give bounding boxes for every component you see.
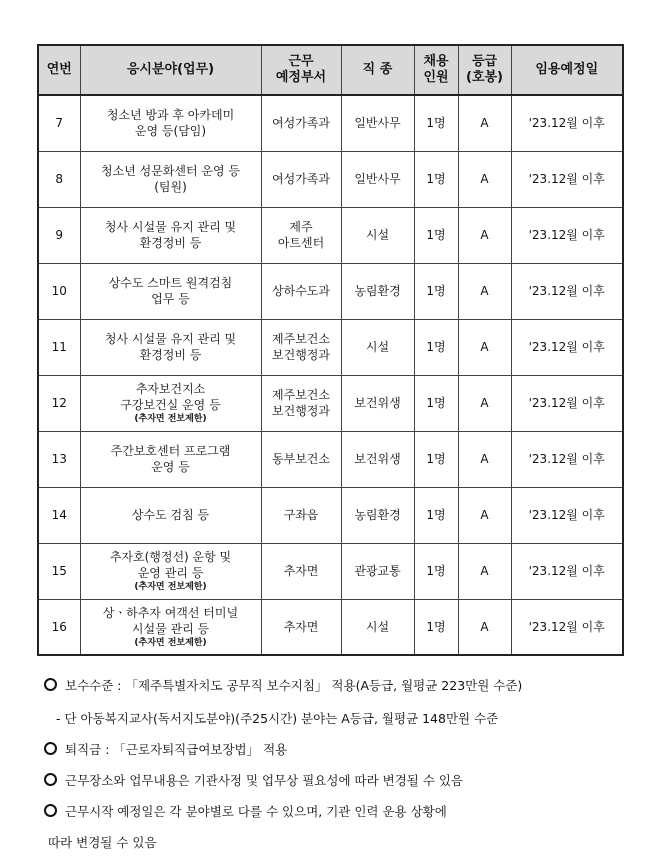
table-row xyxy=(38,375,623,431)
cell-dept: 상하수도과 xyxy=(261,263,341,319)
header-grade-line1: 등급 xyxy=(471,54,498,69)
field-line2: 운영 관리 등 xyxy=(137,566,204,580)
field-line1: 청사 시설물 유지 관리 및 xyxy=(104,332,237,346)
cell-no: 11 xyxy=(38,319,80,375)
cell-grade: A xyxy=(458,263,511,319)
cell-field: 상수도 검침 등 xyxy=(80,487,261,543)
dept-line1: 제주 xyxy=(289,220,313,234)
cell-grade: A xyxy=(458,543,511,599)
cell-date: '23.12월 이후 xyxy=(511,319,623,375)
note-retire-text: 퇴직금 : 「근로자퇴직급여보장법」 적용 xyxy=(65,742,288,757)
field-line2: 환경정비 등 xyxy=(139,348,202,362)
cell-count: 1명 xyxy=(414,95,458,151)
field-line2: 시설물 관리 등 xyxy=(131,621,210,636)
cell-no: 15 xyxy=(38,543,80,599)
cell-grade: A xyxy=(458,375,511,431)
field-line2: 운영 등 xyxy=(151,460,190,474)
cell-count: 1명 xyxy=(414,599,458,655)
cell-no: 8 xyxy=(38,151,80,207)
cell-field xyxy=(80,319,261,375)
cell-date: '23.12월 이후 xyxy=(511,431,623,487)
circle-bullet-icon xyxy=(44,773,57,786)
header-grade xyxy=(458,45,511,95)
cell-dept: 동부보건소 xyxy=(261,431,341,487)
cell-no: 16 xyxy=(38,599,80,655)
cell-count: 1명 xyxy=(414,487,458,543)
header-count-line1: 채용 xyxy=(423,54,449,69)
field-line2: 환경정비 등 xyxy=(139,236,202,250)
cell-grade: A xyxy=(458,151,511,207)
cell-field xyxy=(80,431,261,487)
cell-field xyxy=(80,375,261,431)
cell-grade: A xyxy=(458,487,511,543)
field-line2: 구강보건실 운영 등 xyxy=(120,398,221,412)
cell-grade: A xyxy=(458,95,511,151)
field-line1: 추자호(행정선) 운항 및 xyxy=(109,550,232,564)
table-row xyxy=(38,543,623,599)
table-row xyxy=(38,319,623,375)
field-line1: 추자보건지소 xyxy=(135,382,206,396)
header-count-line2: 인원 xyxy=(423,70,449,85)
header-date: 임용예정일 xyxy=(511,45,623,95)
cell-dept xyxy=(261,319,341,375)
cell-date: '23.12월 이후 xyxy=(511,599,623,655)
cell-field xyxy=(80,263,261,319)
cell-date: '23.12월 이후 xyxy=(511,375,623,431)
note-start-cont: 따라 변경될 수 있음 xyxy=(48,835,157,850)
cell-job: 농림환경 xyxy=(341,263,414,319)
cell-no: 7 xyxy=(38,95,80,151)
dept-line2: 보건행정과 xyxy=(272,404,330,418)
table-row xyxy=(38,95,623,151)
cell-field xyxy=(80,599,261,655)
note-pay-sub: - 단 아동복지교사(독서지도분야)(주25시간) 분야는 A등급, 월평균 148만원 수준 xyxy=(56,711,499,726)
table-row xyxy=(38,207,623,263)
cell-grade: A xyxy=(458,207,511,263)
note-start xyxy=(44,802,447,820)
header-no: 연번 xyxy=(38,45,80,95)
header-job: 직 종 xyxy=(341,45,414,95)
cell-count: 1명 xyxy=(414,319,458,375)
table-row xyxy=(38,151,623,207)
cell-date: '23.12월 이후 xyxy=(511,151,623,207)
cell-no: 14 xyxy=(38,487,80,543)
cell-grade: A xyxy=(458,431,511,487)
cell-job: 보건위생 xyxy=(341,431,414,487)
circle-bullet-icon xyxy=(44,742,57,755)
cell-count: 1명 xyxy=(414,543,458,599)
cell-count: 1명 xyxy=(414,151,458,207)
table-row xyxy=(38,431,623,487)
cell-field xyxy=(80,95,261,151)
table-row xyxy=(38,487,623,543)
cell-field xyxy=(80,543,261,599)
cell-dept xyxy=(261,207,341,263)
header-field: 응시분야(업무) xyxy=(80,45,261,95)
cell-date: '23.12월 이후 xyxy=(511,95,623,151)
cell-count: 1명 xyxy=(414,207,458,263)
cell-dept: 여성가족과 xyxy=(261,151,341,207)
cell-no: 12 xyxy=(38,375,80,431)
cell-job: 관광교통 xyxy=(341,543,414,599)
header-dept-line1: 근무 xyxy=(288,54,314,69)
table-body xyxy=(38,95,623,655)
header-count xyxy=(414,45,458,95)
cell-no: 13 xyxy=(38,431,80,487)
table-row xyxy=(38,263,623,319)
dept-line1: 제주보건소 xyxy=(272,388,330,402)
cell-date: '23.12월 이후 xyxy=(511,207,623,263)
cell-job: 시설 xyxy=(341,599,414,655)
note-pay-text: 보수수준 : 「제주특별자치도 공무직 보수지침」 적용(A등급, 월평균 223만원 수준) xyxy=(65,678,523,693)
note-place-text: 근무장소와 업무내용은 기관사정 및 업무상 필요성에 따라 변경될 수 있음 xyxy=(65,773,464,788)
field-line1: 상수도 스마트 원격검침 xyxy=(108,276,233,290)
field-line1: 상ㆍ하추자 여객선 터미널 xyxy=(102,605,239,620)
field-line1: 주간보호센터 프로그램 xyxy=(110,444,231,458)
field-note: (추자면 전보제한) xyxy=(134,582,207,592)
cell-job: 시설 xyxy=(341,207,414,263)
cell-grade: A xyxy=(458,599,511,655)
cell-no: 9 xyxy=(38,207,80,263)
dept-line2: 아트센터 xyxy=(277,236,325,250)
field-line2: 운영 등(담임) xyxy=(134,124,207,139)
cell-dept: 추자면 xyxy=(261,599,341,655)
cell-count: 1명 xyxy=(414,263,458,319)
cell-dept: 추자면 xyxy=(261,543,341,599)
note-retire xyxy=(44,740,287,758)
field-line1: 청소년 방과 후 아카데미 xyxy=(106,108,235,123)
cell-job: 일반사무 xyxy=(341,151,414,207)
recruitment-table xyxy=(37,44,624,656)
circle-bullet-icon xyxy=(44,678,57,691)
cell-dept: 구좌읍 xyxy=(261,487,341,543)
cell-count: 1명 xyxy=(414,375,458,431)
cell-no: 10 xyxy=(38,263,80,319)
note-pay xyxy=(44,676,522,694)
cell-count: 1명 xyxy=(414,431,458,487)
cell-field xyxy=(80,151,261,207)
cell-date: '23.12월 이후 xyxy=(511,543,623,599)
circle-bullet-icon xyxy=(44,804,57,817)
header-dept xyxy=(261,45,341,95)
cell-date: '23.12월 이후 xyxy=(511,487,623,543)
cell-job: 일반사무 xyxy=(341,95,414,151)
dept-line1: 제주보건소 xyxy=(272,332,330,346)
field-line1: 청소년 성문화센터 운영 등 xyxy=(101,164,240,178)
cell-dept xyxy=(261,375,341,431)
cell-date: '23.12월 이후 xyxy=(511,263,623,319)
cell-dept: 여성가족과 xyxy=(261,95,341,151)
header-grade-line2: (호봉) xyxy=(466,70,503,85)
note-start-text: 근무시작 예정일은 각 분야별로 다를 수 있으며, 기관 인력 운용 상황에 xyxy=(65,804,447,819)
field-note: (추자면 전보제한) xyxy=(134,414,207,424)
cell-field xyxy=(80,207,261,263)
field-note: (추자면 전보제한) xyxy=(134,637,207,648)
note-place xyxy=(44,771,463,789)
table-header-row xyxy=(38,45,623,95)
cell-job: 농림환경 xyxy=(341,487,414,543)
cell-job: 시설 xyxy=(341,319,414,375)
field-line2: (팀원) xyxy=(154,180,187,194)
cell-grade: A xyxy=(458,319,511,375)
header-dept-line2: 예정부서 xyxy=(275,70,327,85)
field-line1: 청사 시설물 유지 관리 및 xyxy=(104,220,237,234)
field-line2: 업무 등 xyxy=(151,292,190,306)
cell-job: 보건위생 xyxy=(341,375,414,431)
table-row xyxy=(38,599,623,655)
dept-line2: 보건행정과 xyxy=(272,348,330,362)
